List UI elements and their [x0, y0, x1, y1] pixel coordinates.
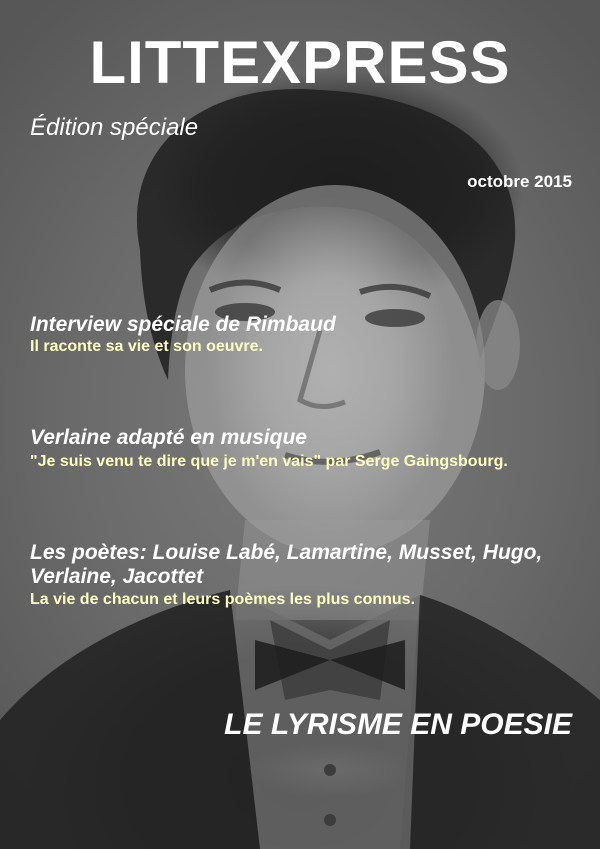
article-headline: Verlaine adapté en musique	[30, 426, 307, 449]
article-headline: Interview spéciale de Rimbaud	[30, 313, 336, 336]
issue-date: octobre 2015	[467, 172, 572, 191]
article-subtitle: La vie de chacun et leurs poèmes les plus connus.	[30, 591, 416, 608]
masthead-title: LITTEXPRESS	[89, 29, 511, 96]
edition-label: Édition spéciale	[30, 114, 199, 141]
cover-tagline: LE LYRISME EN POESIE	[224, 708, 572, 741]
article-subtitle: Il raconte sa vie et son oeuvre.	[30, 338, 263, 355]
article-subtitle: "Je suis venu te dire que je m'en vais" par Serge Gaingsbourg.	[30, 453, 508, 470]
article-headline: Les poètes: Louise Labé, Lamartine, Musset, Hugo, Verlaine, Jacottet	[30, 541, 543, 588]
